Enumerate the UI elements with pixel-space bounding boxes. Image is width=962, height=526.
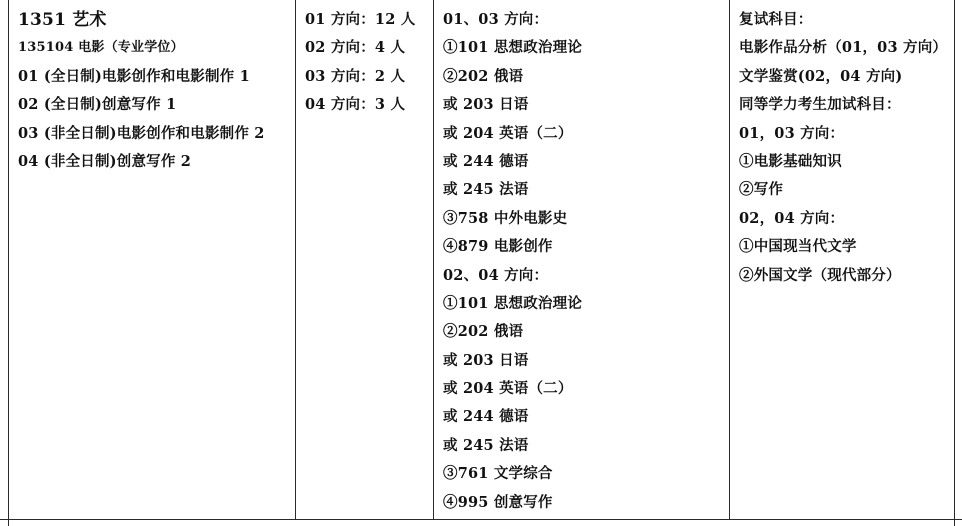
retest-line: 02，04 方向： <box>739 209 845 227</box>
column-divider-1 <box>295 0 296 520</box>
quota-item: 01 方向：12 人 <box>305 11 416 28</box>
exam-subjects-column <box>443 6 582 517</box>
exam-subject-line: ②202 俄语 <box>443 67 524 85</box>
exam-subject-line: ③758 中外电影史 <box>443 209 568 227</box>
exam-subject-line: 或 204 英语（二） <box>443 380 573 398</box>
retest-line: 01，03 方向： <box>739 124 845 142</box>
program-major: 135104 电影（专业学位） <box>18 40 184 56</box>
quota-item: 04 方向：3 人 <box>305 96 406 114</box>
table-border-left <box>8 0 9 526</box>
row-bottom-border <box>0 519 962 520</box>
exam-subject-line: 或 203 日语 <box>443 351 529 369</box>
direction-item: 02 (全日制)创意写作 1 <box>18 96 177 114</box>
exam-subject-line: ①101 思想政治理论 <box>443 294 583 312</box>
retest-line: ②写作 <box>739 181 784 199</box>
retest-line: ①中国现当代文学 <box>739 238 857 256</box>
quota-item: 03 方向：2 人 <box>305 67 406 85</box>
quota-item: 02 方向：4 人 <box>305 39 406 57</box>
exam-subject-line: 或 204 英语（二） <box>443 124 573 142</box>
exam-subject-line: 或 244 德语 <box>443 408 529 426</box>
exam-subject-line: ②202 俄语 <box>443 323 524 341</box>
retest-line: 同等学力考生加试科目： <box>739 96 901 114</box>
exam-subject-line: 或 245 法语 <box>443 436 529 454</box>
exam-subject-line: ④995 创意写作 <box>443 493 553 511</box>
exam-subject-line: 或 244 德语 <box>443 152 529 170</box>
exam-subject-line: 01、03 方向： <box>443 11 549 28</box>
retest-line: ①电影基础知识 <box>739 152 842 170</box>
direction-item: 03 (非全日制)电影创作和电影制作 2 <box>18 124 265 142</box>
retest-line: 文学鉴赏(02，04 方向) <box>739 67 903 85</box>
retest-line: ②外国文学（现代部分） <box>739 266 901 284</box>
column-divider-3 <box>729 0 730 520</box>
program-title: 1351 艺术 <box>18 10 107 30</box>
retest-line: 复试科目： <box>739 11 813 28</box>
retest-column <box>739 6 947 290</box>
column-divider-2 <box>433 0 434 520</box>
direction-item: 01 (全日制)电影创作和电影制作 1 <box>18 67 250 85</box>
exam-subject-line: ①101 思想政治理论 <box>443 39 583 57</box>
table-border-right <box>954 0 955 526</box>
exam-subject-line: 或 245 法语 <box>443 181 529 199</box>
exam-subject-line: 或 203 日语 <box>443 96 529 114</box>
program-column <box>18 6 265 176</box>
exam-subject-line: 02、04 方向： <box>443 266 549 284</box>
retest-line: 电影作品分析（01，03 方向） <box>739 39 948 57</box>
quota-column <box>305 6 415 120</box>
exam-subject-line: ④879 电影创作 <box>443 238 553 256</box>
exam-subject-line: ③761 文学综合 <box>443 465 553 483</box>
direction-item: 04 (非全日制)创意写作 2 <box>18 152 192 170</box>
